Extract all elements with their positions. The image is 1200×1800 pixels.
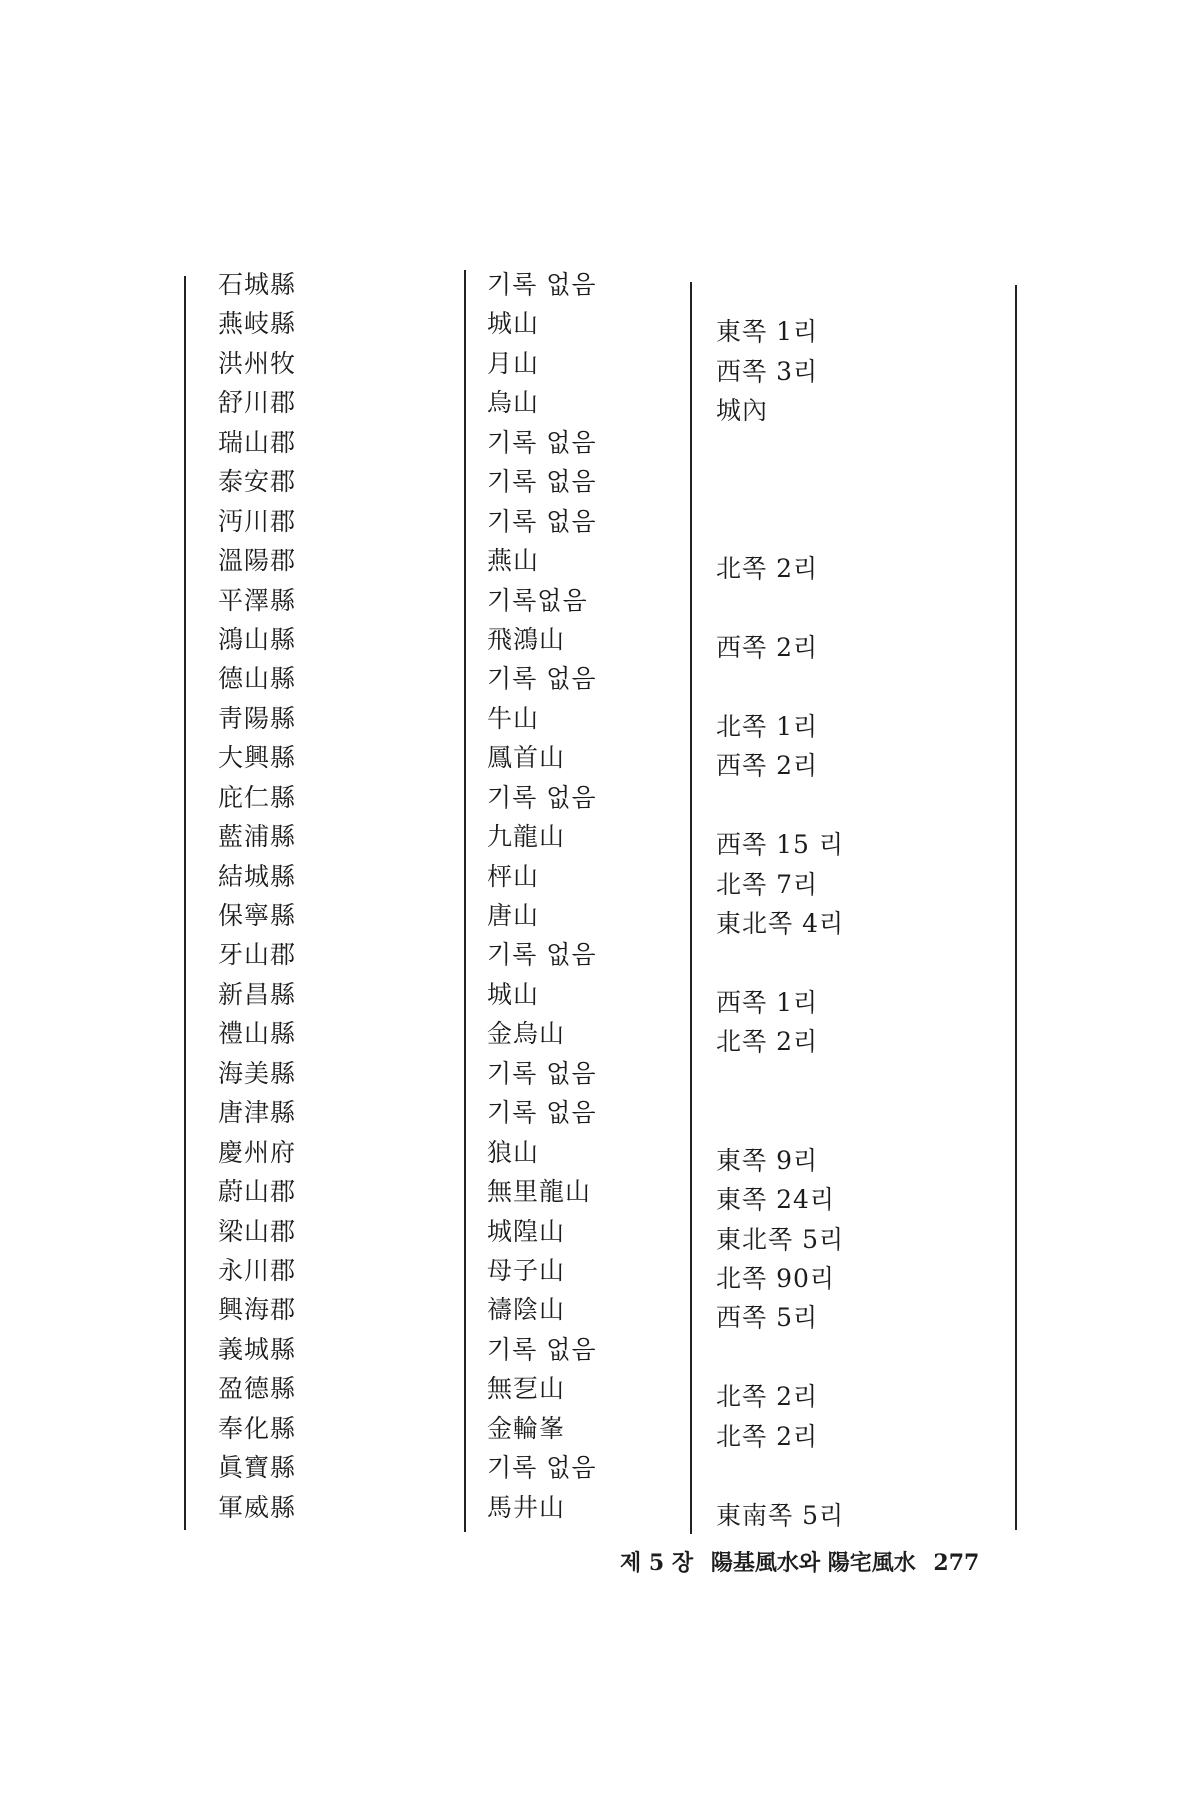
direction-cell: 北쪽 1리 [716, 711, 819, 741]
mountain-cell: 燕山 [487, 546, 540, 576]
mountain-cell: 기록 없음 [487, 427, 597, 457]
mountain-cell: 기록 없음 [487, 1334, 597, 1364]
mountain-cell: 金烏山 [487, 1019, 566, 1049]
table-row [0, 857, 1200, 899]
mountain-cell: 金輪峯 [487, 1413, 566, 1443]
direction-cell: 西쪽 5리 [716, 1303, 819, 1333]
direction-cell: 城內 [716, 396, 769, 426]
place-cell: 眞寶縣 [218, 1453, 297, 1483]
place-cell: 洪州牧 [218, 348, 297, 378]
place-cell: 平澤縣 [218, 585, 297, 615]
place-cell: 泰安郡 [218, 467, 297, 497]
place-cell: 大興縣 [218, 743, 297, 773]
place-cell: 慶州府 [218, 1137, 297, 1167]
mountain-cell: 기록 없음 [487, 782, 597, 812]
table-row [0, 1330, 1200, 1369]
place-cell: 興海郡 [218, 1295, 297, 1325]
page-number: 277 [933, 1550, 980, 1576]
direction-cell: 東北쪽 4리 [716, 909, 845, 938]
table-row [0, 778, 1200, 817]
direction-cell: 北쪽 90리 [716, 1263, 836, 1293]
table-row [0, 659, 1200, 698]
mountain-cell: 鳳首山 [487, 743, 566, 773]
mountain-cell: 기록 없음 [487, 270, 597, 299]
mountain-cell: 牛山 [487, 703, 540, 733]
mountain-cell: 城山 [487, 979, 540, 1009]
mountain-cell: 母子山 [487, 1255, 566, 1285]
mountain-cell: 기록 없음 [487, 940, 597, 970]
table-row [0, 383, 1200, 426]
direction-cell: 北쪽 7리 [716, 869, 819, 899]
chapter-title: 陽基風水와 陽宅風水 [710, 1550, 916, 1576]
mountain-cell: 狼山 [487, 1137, 540, 1167]
mountain-cell: 唐山 [487, 901, 540, 930]
direction-cell: 東쪽 24리 [716, 1185, 836, 1215]
table-row [0, 699, 1200, 741]
mountain-cell: 烏山 [487, 388, 540, 418]
place-cell: 海美縣 [218, 1058, 297, 1088]
place-cell: 奉化縣 [218, 1413, 297, 1443]
mountain-cell: 城隍山 [487, 1216, 566, 1246]
table-row [0, 1448, 1200, 1487]
table-row [0, 1172, 1200, 1215]
place-cell: 新昌縣 [218, 979, 297, 1009]
page-footer [620, 1548, 1020, 1578]
place-cell: 保寧縣 [218, 901, 297, 930]
place-cell: 舒川郡 [218, 388, 297, 418]
place-cell: 義城縣 [218, 1334, 297, 1364]
place-cell: 牙山郡 [218, 940, 297, 970]
place-cell: 禮山縣 [218, 1019, 297, 1049]
place-cell: 蔚山郡 [218, 1177, 297, 1207]
table-row [0, 1251, 1200, 1293]
place-cell: 石城縣 [218, 270, 297, 299]
mountain-cell: 月山 [487, 348, 540, 378]
mountain-cell: 九龍山 [487, 822, 566, 852]
mountain-cell: 城山 [487, 309, 540, 339]
place-cell: 沔川郡 [218, 506, 297, 536]
place-cell: 燕岐縣 [218, 309, 297, 339]
table-row [0, 1290, 1200, 1333]
direction-cell: 西쪽 3리 [716, 356, 819, 386]
table-row [0, 304, 1200, 347]
direction-cell: 北쪽 2리 [716, 554, 819, 584]
table-row [0, 935, 1200, 974]
direction-cell: 西쪽 2리 [716, 751, 819, 781]
direction-cell: 北쪽 2리 [716, 1027, 819, 1057]
table-row [0, 423, 1200, 462]
place-cell: 藍浦縣 [218, 822, 297, 852]
table-row [0, 1369, 1200, 1412]
place-cell: 盈德縣 [218, 1374, 297, 1404]
mountain-cell: 기록 없음 [487, 1453, 597, 1483]
table-row [0, 462, 1200, 501]
place-cell: 唐津縣 [218, 1098, 297, 1128]
place-cell: 溫陽郡 [218, 546, 297, 576]
table-row [0, 1014, 1200, 1057]
place-cell: 庇仁縣 [218, 782, 297, 812]
table-row [0, 502, 1200, 541]
table-row [0, 1093, 1200, 1132]
place-cell: 結城縣 [218, 861, 297, 891]
direction-cell: 東南쪽 5리 [716, 1500, 845, 1530]
place-cell: 瑞山郡 [218, 427, 297, 457]
place-cell: 德山縣 [218, 664, 297, 694]
table-row [0, 1409, 1200, 1451]
direction-cell: 北쪽 2리 [716, 1421, 819, 1451]
place-cell: 梁山郡 [218, 1216, 297, 1246]
table-row [0, 817, 1200, 860]
direction-cell: 西쪽 2리 [716, 632, 819, 662]
table-row [0, 344, 1200, 386]
place-table [0, 265, 1200, 1530]
place-cell: 鴻山縣 [218, 624, 297, 654]
table-row [0, 1054, 1200, 1093]
table-row [0, 1212, 1200, 1254]
mountain-cell: 馬井山 [487, 1492, 566, 1522]
table-row [0, 738, 1200, 781]
mountain-cell: 無里龍山 [487, 1177, 592, 1207]
direction-cell: 西쪽 1리 [716, 987, 819, 1017]
mountain-cell: 無乭山 [487, 1374, 566, 1404]
table-row [0, 541, 1200, 584]
direction-cell: 東쪽 1리 [716, 317, 819, 347]
mountain-cell: 기록없음 [487, 585, 588, 615]
table-row [0, 620, 1200, 662]
table-row [0, 1133, 1200, 1175]
mountain-cell: 飛鴻山 [487, 624, 566, 654]
mountain-cell: 기록 없음 [487, 1098, 597, 1128]
mountain-cell: 기록 없음 [487, 1058, 597, 1088]
place-cell: 永川郡 [218, 1255, 297, 1285]
mountain-cell: 기록 없음 [487, 467, 597, 497]
direction-cell: 西쪽 15 리 [716, 830, 845, 860]
mountain-cell: 禱陰山 [487, 1295, 566, 1325]
table-row [0, 1488, 1200, 1530]
direction-cell: 東쪽 9리 [716, 1145, 819, 1175]
place-cell: 軍威縣 [218, 1492, 297, 1522]
mountain-cell: 枰山 [487, 861, 540, 891]
table-row [0, 265, 1200, 304]
table-row [0, 581, 1200, 620]
mountain-cell: 기록 없음 [487, 664, 597, 694]
mountain-cell: 기록 없음 [487, 506, 597, 536]
direction-cell: 東北쪽 5리 [716, 1224, 845, 1254]
table-row [0, 896, 1200, 938]
chapter-label: 제 5 장 [620, 1550, 694, 1576]
place-cell: 靑陽縣 [218, 703, 297, 733]
table-row [0, 975, 1200, 1017]
direction-cell: 北쪽 2리 [716, 1382, 819, 1412]
